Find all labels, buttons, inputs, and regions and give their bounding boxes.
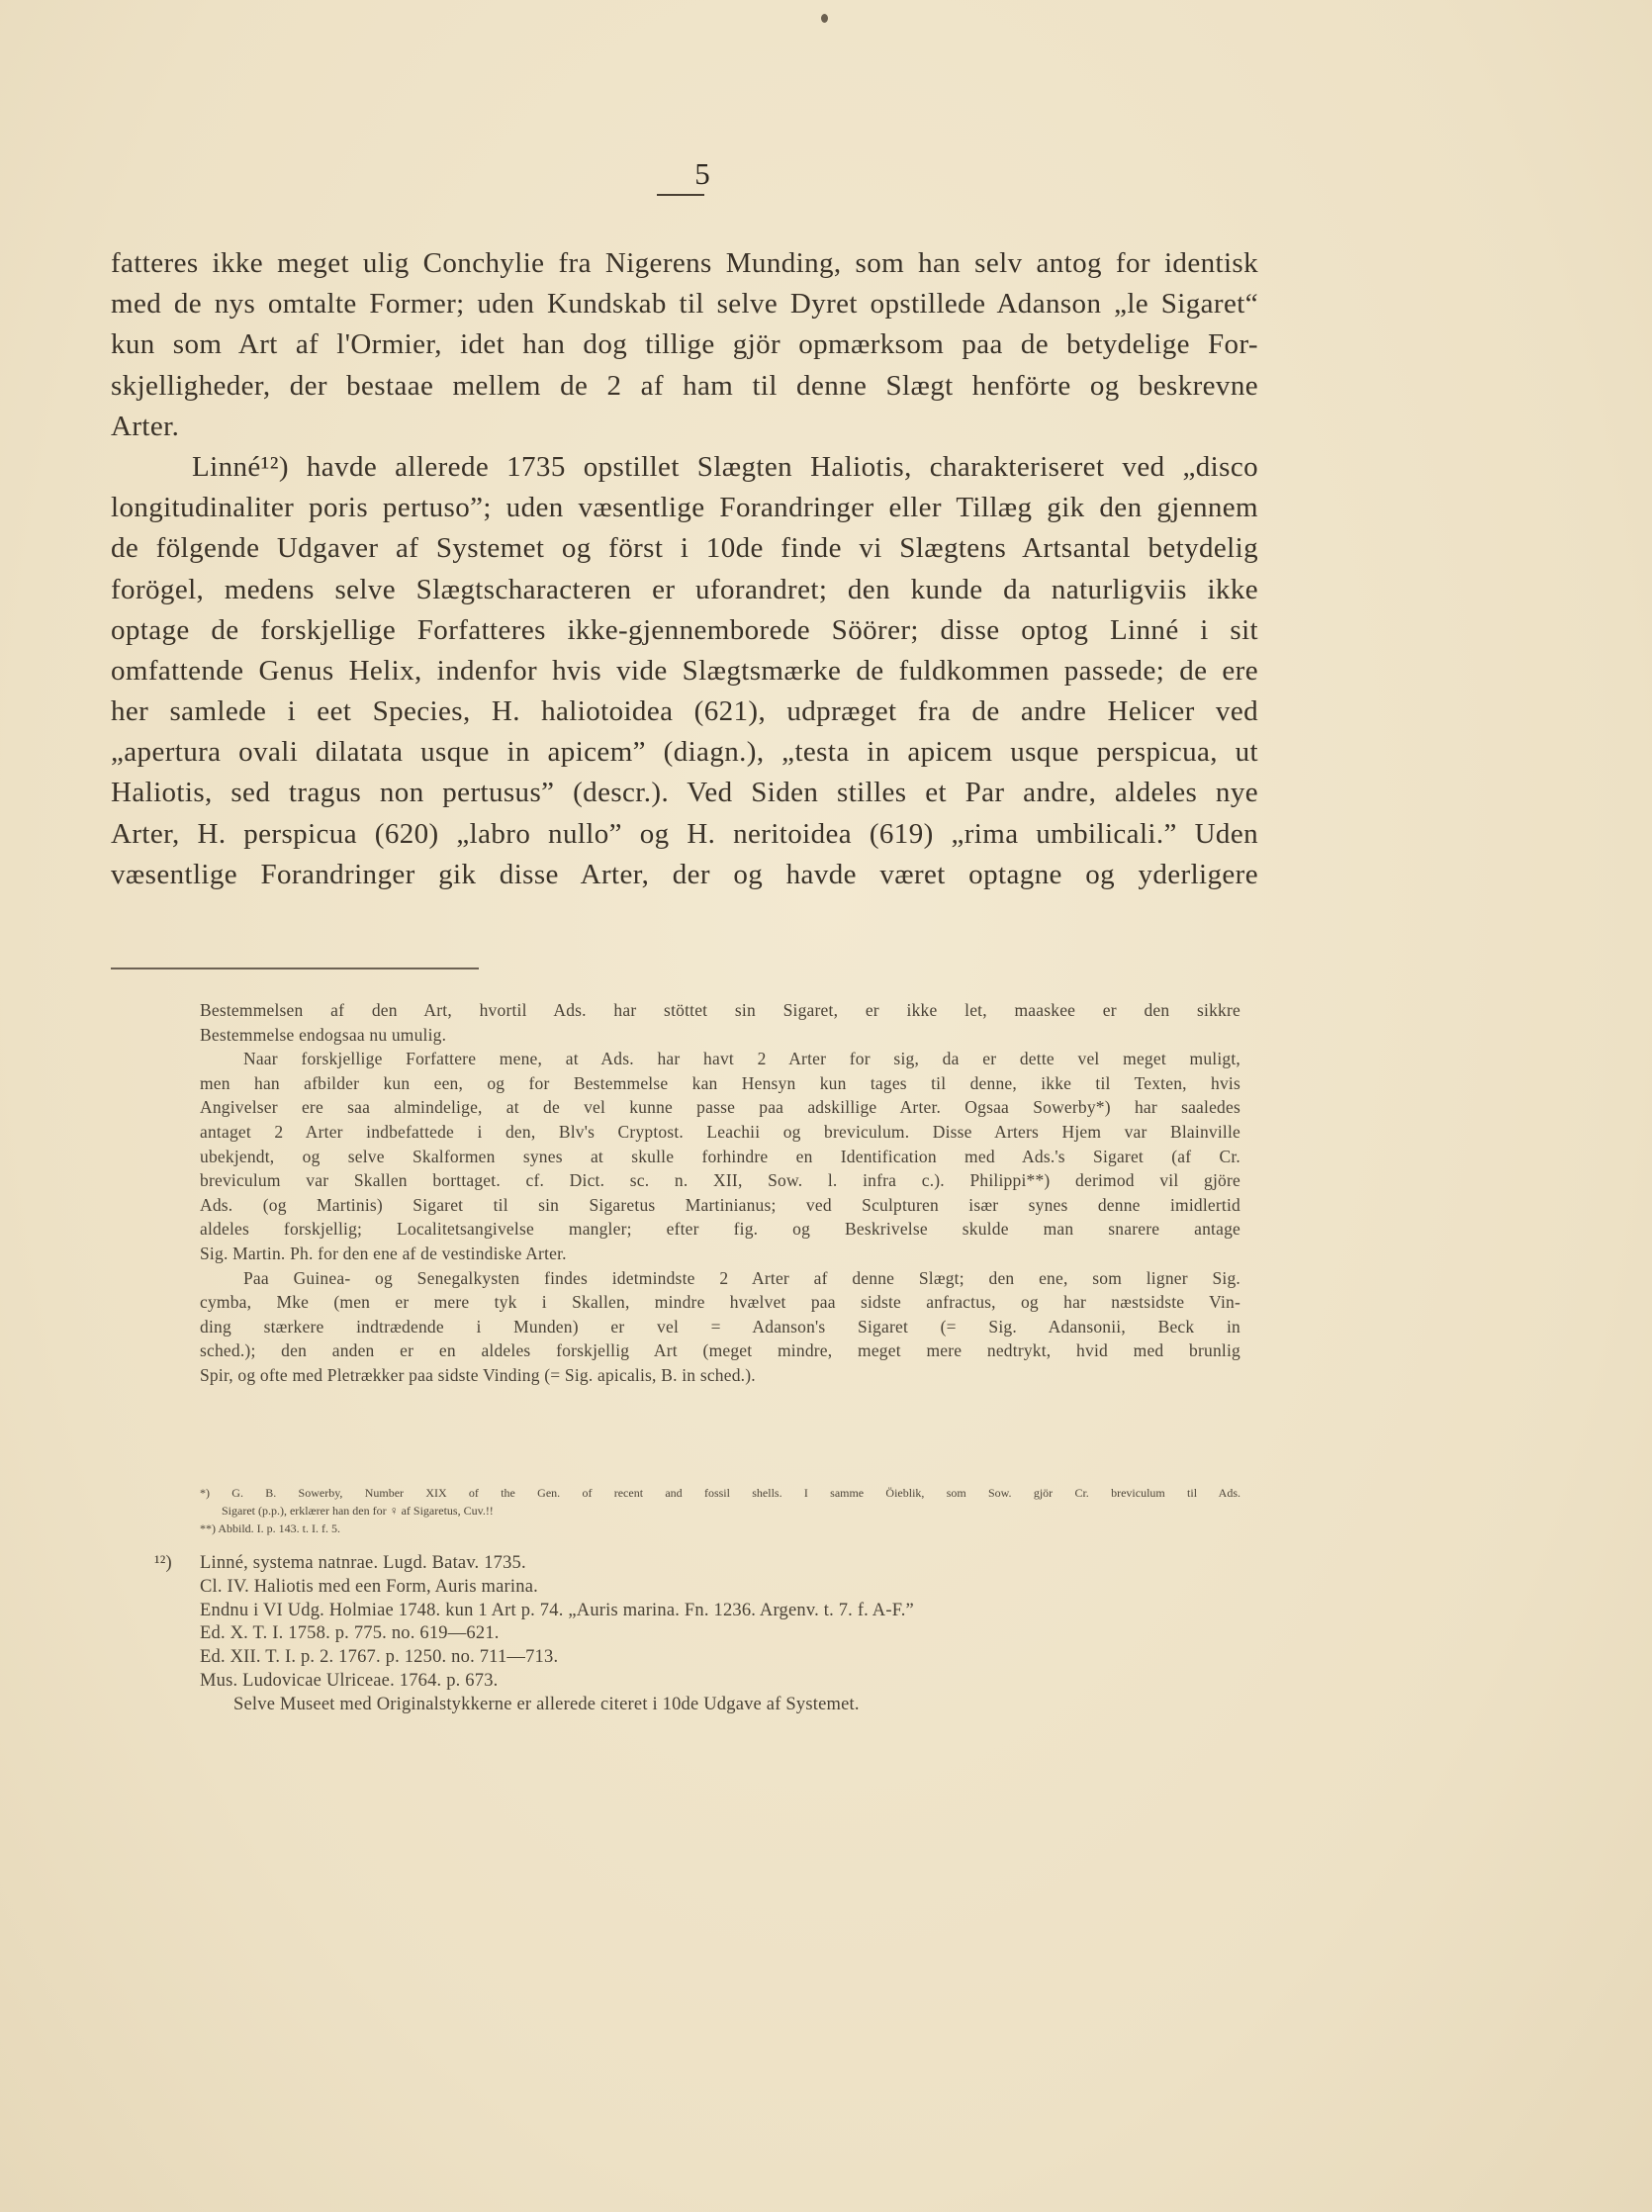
sub-footnote-line: **) Abbild. I. p. 143. t. I. f. 5. <box>200 1521 340 1535</box>
footnote-line: aldeles forskjellig; Localitetsangivelse mangler; efter fig. og Beskrivelse skulde man snarere antage <box>200 1219 1240 1240</box>
main-text-line: Haliotis, sed tragus non pertusus” (descr.). Ved Siden stilles et Par andre, aldeles nye <box>111 777 1258 809</box>
footnote-line: breviculum var Skallen borttaget. cf. Dict. sc. n. XII, Sow. l. infra c.). Philippi**) derimod vil gjöre <box>200 1170 1240 1191</box>
footnote-line: Bestemmelse endogsaa nu umulig. <box>200 1024 447 1045</box>
footnote-line: Spir, og ofte med Pletrækker paa sidste Vinding (= Sig. apicalis, B. in sched.). <box>200 1364 756 1385</box>
reference-line: Cl. IV. Haliotis med een Form, Auris marina. <box>200 1576 538 1597</box>
main-text-line: skjelligheder, der bestaae mellem de 2 af ham til denne Slægt henförte og beskrevne <box>111 369 1258 402</box>
footnote-line: Paa Guinea- og Senegalkysten findes idetmindste 2 Arter af denne Slægt; den ene, som ligner Sig. <box>243 1267 1240 1288</box>
reference-line: Endnu i VI Udg. Holmiae 1748. kun 1 Art p. 74. „Auris marina. Fn. 1236. Argenv. t. 7. f. A-F.” <box>200 1600 914 1620</box>
print-speck <box>821 14 828 23</box>
reference-line <box>154 1552 1242 1576</box>
reference-line: Ed. X. T. I. 1758. p. 775. no. 619—621. <box>200 1623 500 1644</box>
reference-line: Selve Museet med Originalstykkerne er allerede citeret i 10de Udgave af Systemet. <box>233 1694 860 1714</box>
footnote-line: antaget 2 Arter indbefattede i den, Blv's Cryptost. Leachii og breviculum. Disse Arters Hjem var Blainville <box>200 1121 1240 1142</box>
footnote-separator <box>111 968 479 969</box>
main-text-line: væsentlige Forandringer gik disse Arter, der og havde været optagne og yderligere <box>111 858 1258 890</box>
footnote-line: cymba, Mke (men er mere tyk i Skallen, mindre hvælvet paa sidste anfractus, og har næstsidste Vin- <box>200 1292 1240 1313</box>
main-text-line: her samlede i eet Species, H. haliotoidea (621), udpræget fra de andre Helicer ved <box>111 695 1258 728</box>
sub-footnote-line: *) G. B. Sowerby, Number XIX of the Gen. of recent and fossil shells. I samme Öieblik, som Sow. gjör Cr. breviculum til Ads. <box>200 1486 1240 1500</box>
main-text-line: kun som Art af l'Ormier, idet han dog tillige gjör opmærksom paa de betydelige For- <box>111 328 1258 361</box>
main-text-line: fatteres ikke meget ulig Conchylie fra Nigerens Munding, som han selv antog for identisk <box>111 247 1258 279</box>
footnote-line: Bestemmelsen af den Art, hvortil Ads. har stöttet sin Sigaret, er ikke let, maaskee er den sikkre <box>200 1000 1240 1020</box>
main-text <box>111 243 1258 895</box>
main-text-line: Arter, H. perspicua (620) „labro nullo” og H. neritoidea (619) „rima umbilicali.” Uden <box>111 817 1258 850</box>
main-text-line: forögel, medens selve Slægtscharacteren er uforandret; den kunde da naturligviis ikke <box>111 573 1258 605</box>
reference-text: Linné, systema natnrae. Lugd. Batav. 1735. <box>200 1553 526 1573</box>
main-text-line: longitudinaliter poris pertuso”; uden væsentlige Forandringer eller Tillæg gik den gjennem <box>111 492 1258 524</box>
sub-footnote-line: Sigaret (p.p.), erklærer han den for ♀ af Sigaretus, Cuv.!! <box>222 1504 494 1518</box>
main-text-line: omfattende Genus Helix, indenfor hvis vide Slægtsmærke de fuldkommen passede; de ere <box>111 654 1258 687</box>
footnote-line: Angivelser ere saa almindelige, at de vel kunne passe paa adskillige Arter. Ogsaa Sowerby*) har saaledes <box>200 1097 1240 1118</box>
main-text-line: „apertura ovali dilatata usque in apicem” (diagn.), „testa in apicem usque perspicua, ut <box>111 736 1258 769</box>
main-text-line: Linné¹²) havde allerede 1735 opstillet Slægten Haliotis, charakteriseret ved „disco <box>192 450 1258 483</box>
page-number: 5 <box>694 156 710 191</box>
main-text-line: med de nys omtalte Former; uden Kundskab til selve Dyret opstillede Adanson „le Sigaret“ <box>111 288 1258 321</box>
reference-line: Mus. Ludovicae Ulriceae. 1764. p. 673. <box>200 1670 499 1691</box>
reference-line: Ed. XII. T. I. p. 2. 1767. p. 1250. no. 711—713. <box>200 1647 559 1668</box>
footnote-line: Sig. Martin. Ph. for den ene af de vestindiske Arter. <box>200 1243 567 1263</box>
footnote-block <box>200 998 1240 1388</box>
footnote-line: men han afbilder kun een, og for Bestemmelse kan Hensyn kun tages til denne, ikke til Texten, hvis <box>200 1072 1240 1093</box>
reference-note <box>154 1552 1242 1717</box>
footnote-line: Ads. (og Martinis) Sigaret til sin Sigaretus Martinianus; ved Sculpturen især synes denne imidlertid <box>200 1194 1240 1215</box>
footnote-line: Naar forskjellige Forfattere mene, at Ads. har havt 2 Arter for sig, da er dette vel meget muligt, <box>243 1049 1240 1069</box>
footnote-line: ubekjendt, og selve Skalformen synes at skulle forhindre en Identification med Ads.'s Sigaret (af Cr. <box>200 1146 1240 1166</box>
main-text-line: Arter. <box>111 410 180 442</box>
page-number-underline <box>657 194 704 196</box>
reference-marker: ¹²) <box>154 1553 172 1573</box>
footnote-line: sched.); den anden er en aldeles forskjellig Art (meget mindre, meget mere nedtrykt, hvid med brunlig <box>200 1340 1240 1361</box>
sub-footnote-block <box>200 1484 1240 1537</box>
footnote-line: ding stærkere indtrædende i Munden) er vel = Adanson's Sigaret (= Sig. Adansonii, Beck in <box>200 1316 1240 1336</box>
main-text-line: optage de forskjellige Forfatteres ikke-gjennemborede Söörer; disse optog Linné i sit <box>111 613 1258 646</box>
main-text-line: de fölgende Udgaver af Systemet og först i 10de finde vi Slægtens Artsantal betydelig <box>111 532 1258 565</box>
